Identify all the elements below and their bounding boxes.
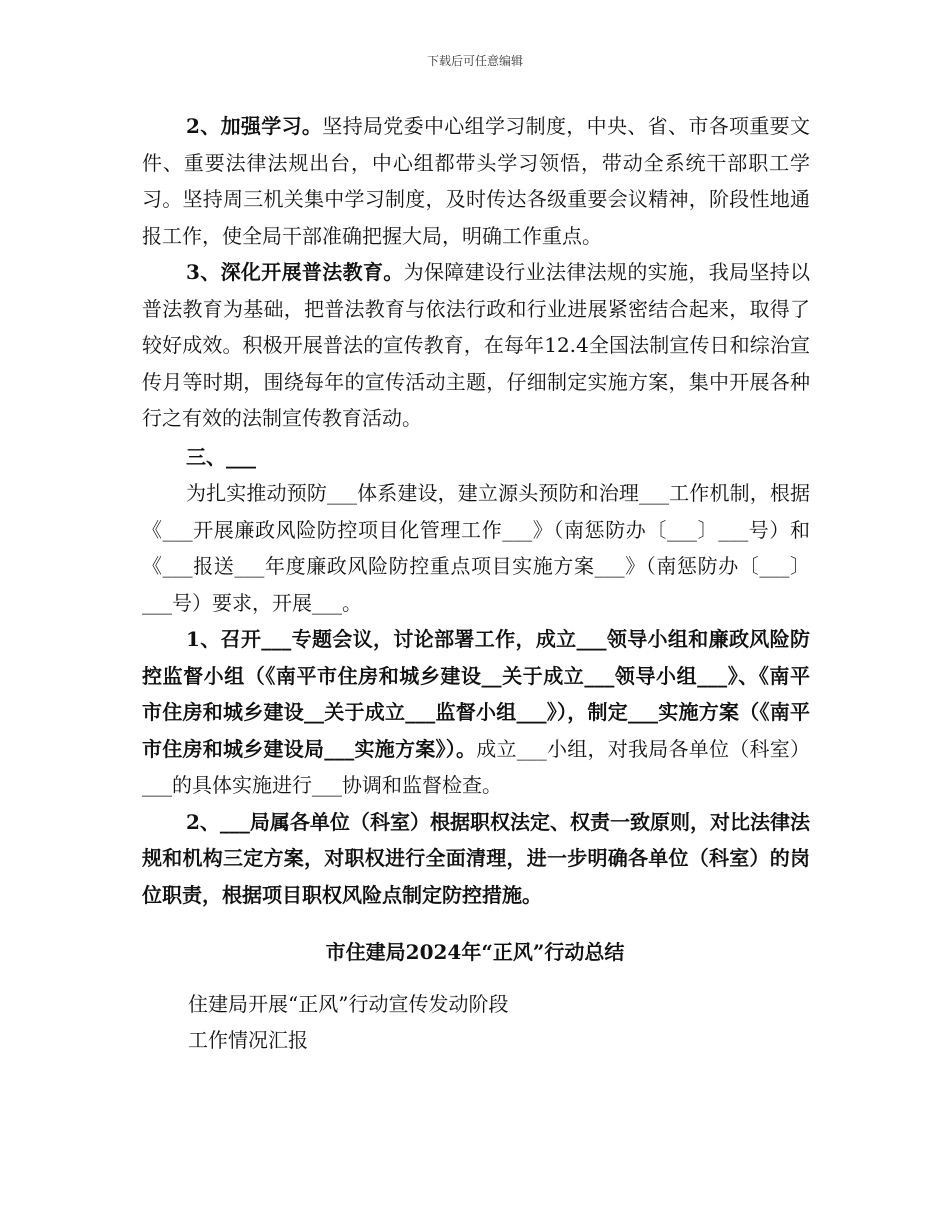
section-2-body: 坚持局党委中心组学习制度，中央、省、市各项重要文件、重要法律法规出台，中心组都带头学习领悟，带动全系统干部职工学习。坚持周三机关集中学习制度，及时传达各级重要会议精神，阶段性地通报工作，使全局干部准确把握大局，明确工作重点。 xyxy=(142,114,811,248)
next-document-line-2: 工作情况汇报 xyxy=(188,1028,308,1052)
item-1-normal-text: 成立___小组，对我局各单位（科室）___的具体实施进行___协调和监督检查。 xyxy=(142,736,810,797)
part-three-heading: 三、___ xyxy=(186,444,256,469)
next-document-title: 市住建局2024年“正风”行动总结 xyxy=(325,940,625,964)
document-body xyxy=(142,108,810,913)
next-document-line-1: 住建局开展“正风”行动宣传发动阶段 xyxy=(188,992,509,1016)
part-three-item-1 xyxy=(142,621,810,804)
part-three-intro: 为扎实推动预防___体系建设，建立源头预防和治理___工作机制，根据《___开展廉政风险防控项目化管理工作___》（南惩防办〔___〕___号）和《___报送___年度廉政风险防控重点项目实施方案___》（南惩防办〔___〕___号）要求，开展___。 xyxy=(142,481,810,615)
section-2-paragraph xyxy=(142,108,810,254)
section-3-body: 为保障建设行业法律法规的实施，我局坚持以普法教育为基础，把普法教育与依法行政和行业进展紧密结合起来，取得了较好成效。积极开展普法的宣传教育，在每年12.4全国法制宣传日和综治宣传月等时期，围绕每年的宣传活动主题，仔细制定实施方案，集中开展各种行之有效的法制宣传教育活动。 xyxy=(142,260,811,430)
section-2-heading: 2、加强学习。 xyxy=(186,114,323,138)
section-3-paragraph xyxy=(142,254,810,437)
item-1-bold-text: 1、召开___专题会议，讨论部署工作，成立___领导小组和廉政风险防控监督小组（《南平市住房和城乡建设__关于成立___领导小组___》、《南平市住房和城乡建设__关于成立___监督小组___》），制定___实施方案（《南平市住房和城乡建设局___实施方案》）。 xyxy=(142,627,810,761)
page-header-note: 下载后可任意编辑 xyxy=(426,54,523,68)
part-three-item-2: 2、___局属各单位（科室）根据职权法定、权责一致原则，对比法律法规和机构三定方案，对职权进行全面清理，进一步明确各单位（科室）的岗位职责，根据项目职权风险点制定防控措施。 xyxy=(142,809,810,907)
section-3-heading: 3、深化开展普法教育。 xyxy=(186,260,404,284)
